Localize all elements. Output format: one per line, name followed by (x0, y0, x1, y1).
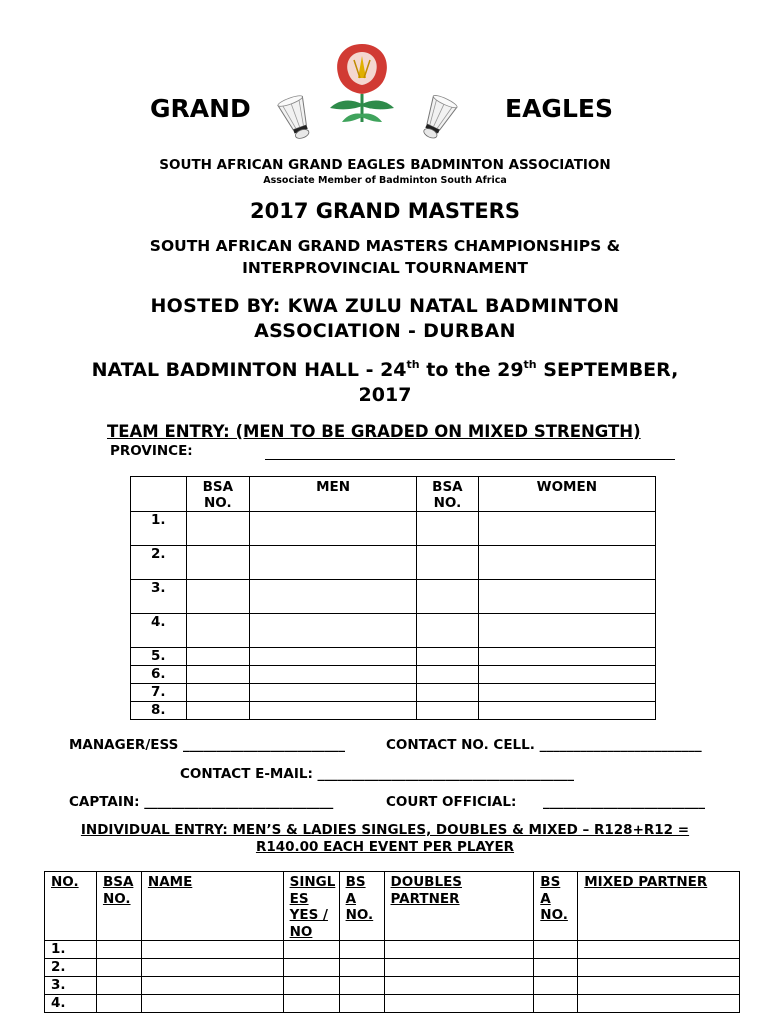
individual-row (45, 959, 740, 977)
bsa-women-cell[interactable] (417, 614, 479, 648)
bsa-men-cell[interactable] (186, 580, 250, 614)
bsa-doubles-cell[interactable] (339, 995, 384, 1013)
men-name-cell[interactable] (250, 546, 417, 580)
mixed-partner-cell[interactable] (578, 941, 740, 959)
captain-field[interactable]: CAPTAIN: ____________________________ (69, 794, 334, 810)
team-row (131, 666, 656, 684)
women-label: WOMEN (536, 479, 597, 495)
name-cell[interactable] (141, 977, 283, 995)
court-official-field[interactable]: ________________________ (543, 794, 705, 810)
indiv-col-mixed-partner (578, 872, 740, 941)
name-cell[interactable] (141, 995, 283, 1013)
contact-cell-field[interactable]: CONTACT NO. CELL. ________________________ (386, 737, 702, 753)
row-number: 3. (131, 580, 187, 614)
championship-line-1: SOUTH AFRICAN GRAND MASTERS CHAMPIONSHIPS & (149, 237, 621, 255)
women-name-cell[interactable] (478, 666, 655, 684)
women-name-cell[interactable] (478, 684, 655, 702)
bsa-men-cell[interactable] (186, 702, 250, 720)
bsa-cell[interactable] (96, 941, 141, 959)
logo-text-eagles: EAGLES (505, 94, 613, 123)
team-col-bsa-men (186, 477, 250, 512)
individual-row (45, 977, 740, 995)
bsa-women-cell[interactable] (417, 546, 479, 580)
bsa-mixed-cell[interactable] (534, 941, 578, 959)
doubles-partner-cell[interactable] (384, 995, 534, 1013)
doubles-partner-cell[interactable] (384, 959, 534, 977)
indiv-col-name (141, 872, 283, 941)
women-name-cell[interactable] (478, 512, 655, 546)
row-number: 4. (131, 614, 187, 648)
bsa-men-cell[interactable] (186, 666, 250, 684)
singles-label: SINGL ES YES / NO (289, 874, 336, 940)
team-row (131, 546, 656, 580)
bsa-mixed-cell[interactable] (534, 977, 578, 995)
province-label: PROVINCE: (110, 443, 193, 459)
mixed-partner-label: MIXED PARTNER (584, 874, 708, 890)
team-row (131, 684, 656, 702)
bsa-men-cell[interactable] (186, 614, 250, 648)
team-col-men (250, 477, 417, 512)
bsa-cell[interactable] (96, 959, 141, 977)
row-number: 2. (45, 959, 97, 977)
bsa-doubles-cell[interactable] (339, 941, 384, 959)
row-number: 8. (131, 702, 187, 720)
indiv-col-singles (283, 872, 339, 941)
team-row (131, 512, 656, 546)
team-row (131, 580, 656, 614)
bsa-doubles-cell[interactable] (339, 977, 384, 995)
men-label: MEN (316, 479, 351, 495)
bsa-women-cell[interactable] (417, 702, 479, 720)
bsa-men-cell[interactable] (186, 684, 250, 702)
individual-entry-heading-1: INDIVIDUAL ENTRY: MEN’S & LADIES SINGLES, DOUBLES & MIXED – R128+R12 = (80, 822, 690, 838)
men-name-cell[interactable] (250, 614, 417, 648)
team-entry-table (130, 476, 656, 720)
venue-year: 2017 (358, 384, 412, 406)
doubles-partner-label: DOUBLES PARTNER (390, 874, 463, 907)
bsa-label: BS A NO. (540, 874, 568, 923)
men-name-cell[interactable] (250, 702, 417, 720)
women-name-cell[interactable] (478, 648, 655, 666)
association-subtitle: Associate Member of Badminton South Africa (263, 175, 507, 186)
team-col-women (478, 477, 655, 512)
row-number: 5. (131, 648, 187, 666)
contact-email-field[interactable]: CONTACT E-MAIL: ______________________________________ (180, 766, 575, 782)
team-col-bsa-women (417, 477, 479, 512)
bsa-mixed-cell[interactable] (534, 959, 578, 977)
bsa-label: BS A NO. (345, 874, 374, 923)
women-name-cell[interactable] (478, 614, 655, 648)
singles-cell[interactable] (283, 959, 339, 977)
indiv-col-bsa-mixed (534, 872, 578, 941)
row-number: 1. (131, 512, 187, 546)
bsa-women-cell[interactable] (417, 580, 479, 614)
logo-text-grand: GRAND (150, 94, 251, 123)
individual-row (45, 995, 740, 1013)
bsa-men-cell[interactable] (186, 648, 250, 666)
bsa-cell[interactable] (96, 977, 141, 995)
name-label: NAME (147, 874, 193, 890)
men-name-cell[interactable] (250, 684, 417, 702)
individual-entry-table (44, 871, 740, 1013)
team-entry-heading: TEAM ENTRY: (MEN TO BE GRADED ON MIXED STRENGTH) (107, 422, 641, 441)
doubles-partner-cell[interactable] (384, 977, 534, 995)
province-input-line[interactable] (265, 459, 675, 460)
mixed-partner-cell[interactable] (578, 977, 740, 995)
women-name-cell[interactable] (478, 702, 655, 720)
team-row (131, 648, 656, 666)
bsa-women-cell[interactable] (417, 512, 479, 546)
indiv-col-bsa-doubles (339, 872, 384, 941)
individual-entry-heading-2: R140.00 EACH EVENT PER PLAYER (255, 839, 515, 855)
men-name-cell[interactable] (250, 512, 417, 546)
venue-sup-2: th (523, 358, 537, 371)
row-number: 2. (131, 546, 187, 580)
indiv-col-bsa (96, 872, 141, 941)
mixed-partner-cell[interactable] (578, 995, 740, 1013)
mixed-partner-cell[interactable] (578, 959, 740, 977)
venue-sup-1: th (406, 358, 420, 371)
men-name-cell[interactable] (250, 666, 417, 684)
women-name-cell[interactable] (478, 580, 655, 614)
bsa-women-cell[interactable] (417, 684, 479, 702)
row-number: 4. (45, 995, 97, 1013)
bsa-label: BSA NO. (202, 479, 234, 511)
bsa-cell[interactable] (96, 995, 141, 1013)
association-name: SOUTH AFRICAN GRAND EAGLES BADMINTON ASSOCIATION (159, 157, 611, 173)
women-name-cell[interactable] (478, 546, 655, 580)
venue-part-1: NATAL BADMINTON HALL - 24 (91, 359, 407, 381)
bsa-label: BSA NO. (102, 874, 134, 907)
team-row (131, 702, 656, 720)
host-line-2: ASSOCIATION - DURBAN (254, 320, 516, 342)
row-number: 3. (45, 977, 97, 995)
row-number: 1. (45, 941, 97, 959)
shuttlecock-icon (265, 92, 327, 142)
name-cell[interactable] (141, 959, 283, 977)
singles-cell[interactable] (283, 977, 339, 995)
bsa-mixed-cell[interactable] (534, 995, 578, 1013)
shuttlecock-icon (407, 92, 469, 142)
indiv-col-number (45, 872, 97, 941)
bsa-women-cell[interactable] (417, 666, 479, 684)
team-col-number (131, 477, 187, 512)
bsa-women-cell[interactable] (417, 648, 479, 666)
bsa-men-cell[interactable] (186, 512, 250, 546)
championship-line-2: INTERPROVINCIAL TOURNAMENT (242, 259, 528, 277)
venue-part-3: SEPTEMBER, (536, 359, 679, 381)
row-number: 6. (131, 666, 187, 684)
name-cell[interactable] (141, 941, 283, 959)
team-row (131, 614, 656, 648)
men-name-cell[interactable] (250, 580, 417, 614)
event-title: 2017 GRAND MASTERS (250, 199, 520, 223)
men-name-cell[interactable] (250, 648, 417, 666)
singles-cell[interactable] (283, 995, 339, 1013)
venue-part-2: to the 29 (419, 359, 524, 381)
row-number: 7. (131, 684, 187, 702)
venue-dates (0, 359, 770, 381)
court-official-label: COURT OFFICIAL: (386, 794, 517, 810)
manager-field[interactable]: MANAGER/ESS ________________________ (69, 737, 346, 753)
protea-emblem-icon (324, 38, 400, 128)
bsa-label: BSA NO. (432, 479, 463, 511)
bsa-men-cell[interactable] (186, 546, 250, 580)
doubles-partner-cell[interactable] (384, 941, 534, 959)
individual-row (45, 941, 740, 959)
no-label: NO. (51, 874, 79, 890)
host-line-1: HOSTED BY: KWA ZULU NATAL BADMINTON (150, 295, 620, 317)
indiv-col-doubles-partner (384, 872, 534, 941)
bsa-doubles-cell[interactable] (339, 959, 384, 977)
singles-cell[interactable] (283, 941, 339, 959)
